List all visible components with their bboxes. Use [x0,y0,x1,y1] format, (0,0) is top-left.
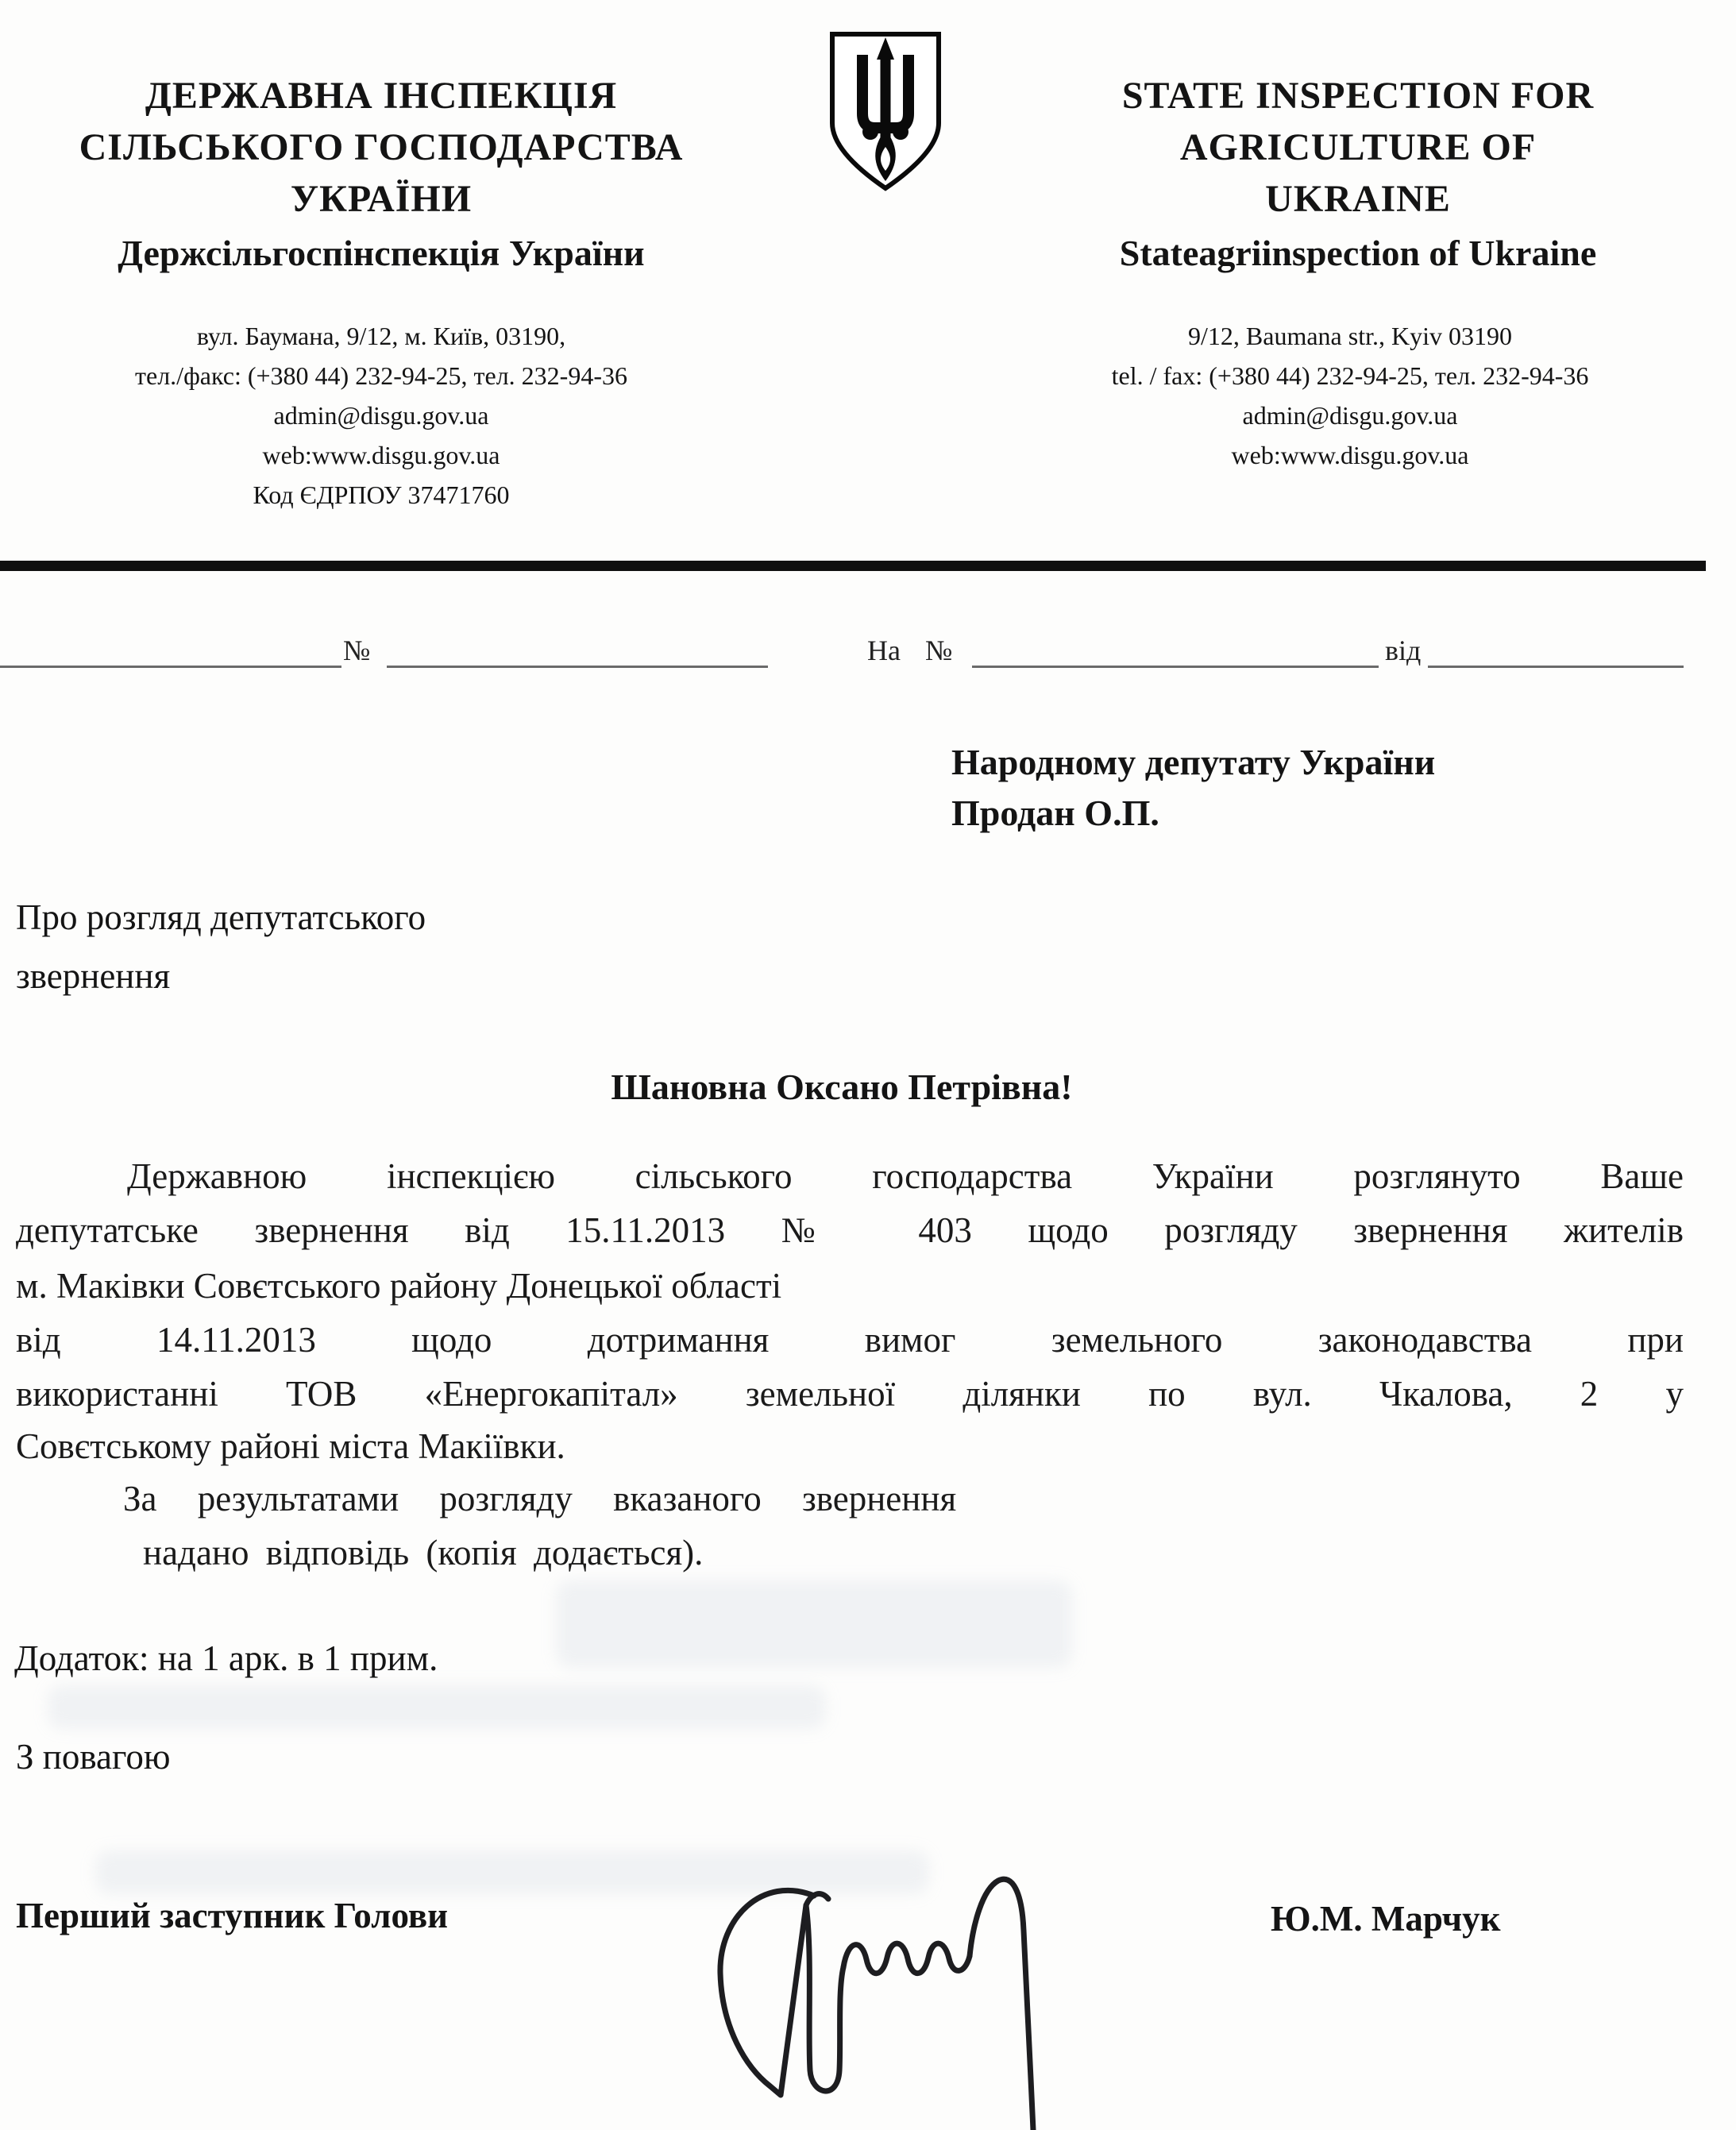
address-line: вул. Баумана, 9/12, м. Київ, 03190, [196,322,566,350]
org-short-name: Stateagriinspection of Ukraine [1119,233,1597,273]
ref-no-label: № [343,635,371,666]
ref-incoming-date-line [1428,666,1684,668]
address-line: web:www.disgu.gov.ua [262,441,500,469]
handwritten-signature [687,1854,1100,2130]
address-block-left [24,316,739,515]
body-line: Державною інспекцією сільського господарства України розглянуто Ваше [127,1156,1684,1196]
address-line: tel. / fax: (+380 44) 232-94-25, тел. 232-94-36 [1111,361,1589,390]
recipient-line: Продан О.П. [951,793,1159,833]
subject-line: звернення [16,956,171,996]
body-line: За результатами розгляду вказаного звернення [123,1479,957,1518]
subject-line: Про розгляд депутатського [16,897,426,937]
header-divider-rule [0,561,1706,571]
ref-from-label: від [1385,635,1422,666]
address-line: 9/12, Baumana str., Kyiv 03190 [1188,322,1512,350]
recipient-block [951,737,1666,839]
signer-name: Ю.М. Марчук [1271,1899,1501,1939]
org-name-line: STATE INSPECTION FOR [1121,75,1595,117]
body-line: Совєтському районі міста Макіївки. [16,1426,565,1466]
body-line: використанні ТОВ «Енергокапітал» земельної ділянки по вул. Чкалова, 2 у [16,1374,1684,1414]
subject-block [16,888,731,1005]
salutation: Шановна Оксано Петрівна! [611,1067,1073,1107]
trident-emblem-icon [826,28,945,195]
address-line: web:www.disgu.gov.ua [1231,441,1469,469]
ref-date-line [0,666,341,668]
ref-on-no-label: На № [867,635,953,666]
body-line: м. Маківки Совєтського району Донецької області [16,1266,782,1306]
address-line: тел./факс: (+380 44) 232-94-25, тел. 232-94-36 [135,361,627,390]
org-name-line: УКРАЇНИ [290,178,473,220]
closing-respect: З повагою [16,1737,171,1777]
attachment-note: Додаток: на 1 арк. в 1 прим. [14,1638,438,1678]
org-name-line: AGRICULTURE OF [1179,126,1537,168]
org-block-left [40,70,723,277]
signer-title: Перший заступник Голови [16,1896,449,1935]
ref-incoming-number-line [972,666,1379,668]
body-line: депутатське звернення від 15.11.2013 № 403 щодо розгляду звернення жителів [16,1210,1684,1250]
scan-artifact [48,1685,826,1729]
body-line: надано відповідь (копія додається). [143,1533,704,1572]
org-name-line: ДЕРЖАВНА ІНСПЕКЦІЯ [145,75,618,117]
address-line: Код ЄДРПОУ 37471760 [253,480,510,509]
org-block-right [1048,70,1668,277]
address-line: admin@disgu.gov.ua [1242,401,1458,430]
scan-artifact [556,1580,1072,1668]
address-block-right [1017,316,1684,475]
org-short-name: Держсільгоспінспекція України [118,233,645,273]
body-line: від 14.11.2013 щодо дотримання вимог земельного законодавства при [16,1320,1684,1360]
org-name-line: СІЛЬСЬКОГО ГОСПОДАРСТВА [79,126,684,168]
ref-number-line [387,666,768,668]
recipient-line: Народному депутату України [951,742,1436,782]
address-line: admin@disgu.gov.ua [273,401,489,430]
org-name-line: UKRAINE [1265,178,1451,220]
